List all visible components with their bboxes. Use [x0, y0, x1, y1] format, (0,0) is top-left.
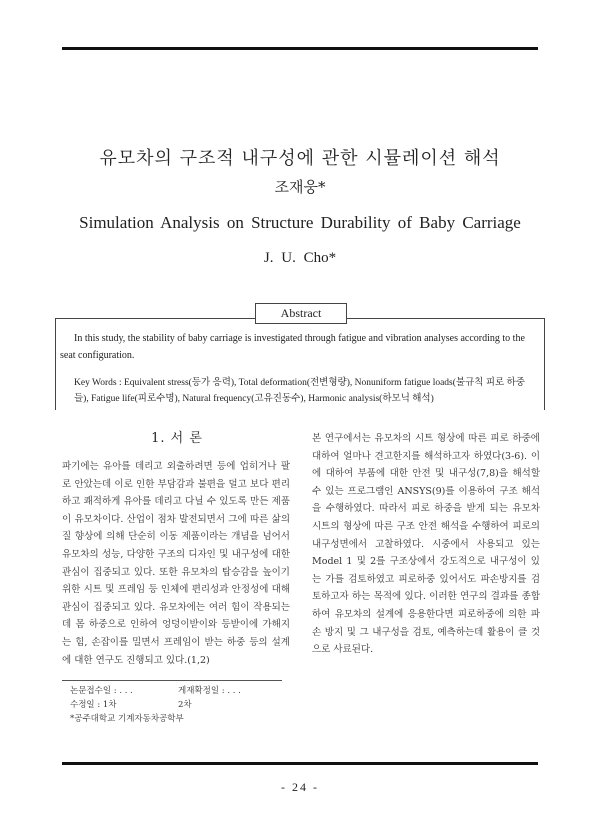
footnote-revision: 수정일 : 1차: [70, 700, 117, 710]
footnote-affiliation: *공주대학교 기계자동차공학부: [70, 714, 184, 724]
abstract-text: In this study, the stability of baby carriage is investigated through fatigue and vibration analyses according to the seat configuration.: [60, 333, 525, 361]
footnotes: [70, 684, 290, 726]
footnote-revision-row: [70, 698, 290, 712]
page-number: - 24 -: [281, 780, 319, 794]
footnote-dates: [70, 684, 290, 698]
footnote-revision-2: 2차: [178, 700, 192, 710]
top-rule: [62, 47, 538, 50]
english-title: Simulation Analysis on Structure Durability of Baby Carriage: [79, 213, 521, 232]
footnote-accepted: 게재확정일 : . . .: [178, 686, 241, 696]
keywords-label: Key Words :: [74, 378, 122, 388]
bottom-rule: [62, 762, 538, 765]
english-author: J. U. Cho*: [263, 250, 337, 266]
footnote-rule: [62, 680, 282, 681]
body-right-column: 본 연구에서는 유모차의 시트 형상에 따른 피로 하중에 대하여 얼마나 견고한지를 해석하고자 하였다(3-6). 이에 대하여 부품에 대한 안전 및 내구성(7,8)을 해석할 수 있는 프로그램인 ANSYS(9)를 이용하여 구조 해석을 수행하였다. 따라서 피로 하중을 받게 되는 유모차 시트의 형상에 따른 구조 안전 해석을 수행하여 피로의 내구성면에서 고찰하였다. 시중에서 사용되고 있는 Model 1 및 2를 구조상에서 강도적으로 내구성이 있는 가를 검토하였고 피로하중 있어서도 파손방지를 검토하고자 하는 목적에 있다. 이러한 연구의 결과를 종합하여 유모차의 설계에 응용한다면 피로하중에 의한 파손 방지 및 그 내구성을 검토, 예측하는데 활용이 클 것으로 사료된다.: [312, 433, 540, 656]
korean-title: 유모차의 구조적 내구성에 관한 시뮬레이션 해석: [99, 148, 501, 169]
keywords: [74, 375, 538, 407]
footnote-received: 논문접수일 : . . .: [70, 686, 133, 696]
korean-author: 조재웅*: [274, 178, 326, 196]
body-left-column: 파기에는 유아를 데리고 외출하려면 등에 업히거나 팔로 안았는데 이로 인한 부담감과 불편을 덜고 보다 편리하고 쾌적하게 유아를 데리고 다닐 수 있도록 만든 제품이 유모차이다. 산업이 점차 발전되면서 그에 따른 삶의 질 향상에 의해 단순히 이동 제품이라는 개념을 넘어서 유모차의 성능, 다양한 구조의 디자인 및 내구성에 대한 관심이 집중되고 있다. 또한 유모차의 탑승감을 높이기 위한 시트 및 프레임 등 인체에 편리성과 안정성에 대해 관심이 집중되고 있다. 유모차에는 여러 힘이 작용되는데 몸 하중으로 인하여 엉덩이받이와 등받이에 가해지는 힘, 손잡이를 밀면서 프레임이 받는 하중 등의 설계에 대한 연구도 진행되고 있다.(1,2): [62, 461, 290, 666]
keywords-list: Equivalent stress(등가 응력), Total deformation(전변형량), Nonuniform fatigue loads(불규칙 피로 하중들), Fatigue life(피로수명), Natural frequency(고유진동수), Harmonic analysis(하모닉 해석): [74, 378, 525, 404]
section-heading: 1. 서 론: [151, 431, 203, 446]
abstract-label: Abstract: [255, 303, 347, 324]
